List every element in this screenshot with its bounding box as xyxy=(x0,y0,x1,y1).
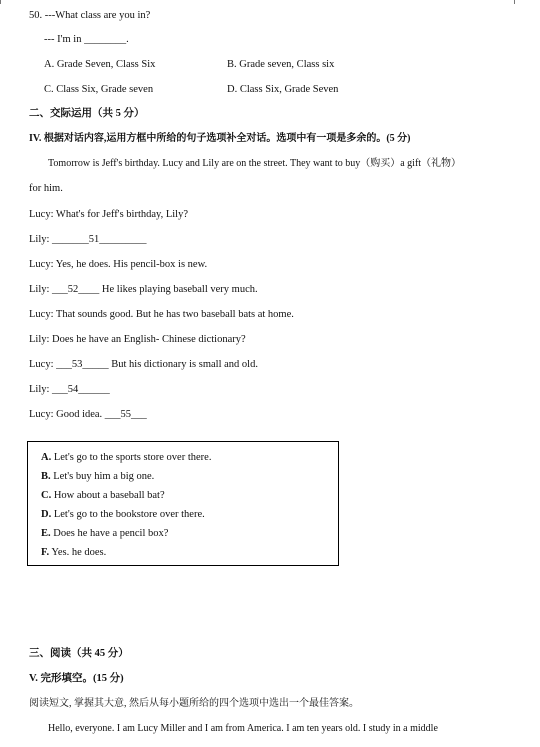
dialogue-intro-line-2: for him. xyxy=(29,183,63,194)
option-letter: A. xyxy=(41,452,52,463)
option-f xyxy=(41,546,106,560)
section-three-heading: 三、阅读（共 45 分） xyxy=(29,648,129,659)
option-text: Let's go to the sports store over there. xyxy=(51,452,212,463)
option-letter: D. xyxy=(41,509,52,520)
dialogue-line: Lucy: Good idea. ___55___ xyxy=(29,409,147,420)
option-letter: E. xyxy=(41,528,51,539)
question-50-response: --- I'm in ________. xyxy=(44,34,129,45)
dialogue-line: Lucy: What's for Jeff's birthday, Lily? xyxy=(29,209,189,220)
page-corner-mark-right xyxy=(514,0,515,4)
option-text: Let's go to the bookstore over there. xyxy=(51,509,205,520)
dialogue-line: Lucy: ___53_____ But his dictionary is small and old. xyxy=(29,359,258,370)
dialogue-line: Lucy: Yes, he does. His pencil-box is new. xyxy=(29,259,208,270)
option-text: Let's buy him a big one. xyxy=(50,471,155,482)
options-box xyxy=(27,441,339,566)
choice-a: A. Grade Seven, Class Six xyxy=(44,59,156,70)
section-two-heading: 二、交际运用（共 5 分） xyxy=(29,108,145,119)
dialogue-line: Lucy: That sounds good. But he has two baseball bats at home. xyxy=(29,309,294,320)
part-four-heading: IV. 根据对话内容,运用方框中所给的句子选项补全对话。选项中有一项是多余的。(5 分) xyxy=(29,133,411,144)
dialogue-line: Lily: Does he have an English- Chinese dictionary? xyxy=(29,334,246,345)
reading-instruction: 阅读短文, 掌握其大意, 然后从每小题所给的四个选项中选出一个最佳答案。 xyxy=(29,698,359,709)
passage-first-line: Hello, everyone. I am Lucy Miller and I am from America. I am ten years old. I study in a middle xyxy=(48,723,438,734)
option-c xyxy=(41,489,165,503)
option-letter: F. xyxy=(41,547,50,558)
choice-c: C. Class Six, Grade seven xyxy=(44,84,154,95)
dialogue-line: Lily: ___54______ xyxy=(29,384,110,395)
choice-d: D. Class Six, Grade Seven xyxy=(227,84,339,95)
part-five-heading: V. 完形填空。(15 分) xyxy=(29,673,124,684)
option-text: Does he have a pencil box? xyxy=(50,528,169,539)
option-b xyxy=(41,470,154,484)
choice-b: B. Grade seven, Class six xyxy=(227,59,335,70)
question-50-prompt: 50. ---What class are you in? xyxy=(29,10,151,21)
dialogue-line: Lily: ___52____ He likes playing baseball very much. xyxy=(29,284,258,295)
option-a xyxy=(41,451,211,465)
option-text: Yes. he does. xyxy=(49,547,107,558)
option-letter: C. xyxy=(41,490,52,501)
option-text: How about a baseball bat? xyxy=(51,490,165,501)
option-e xyxy=(41,527,168,541)
page-corner-mark-left xyxy=(0,0,1,4)
dialogue-intro-line-1: Tomorrow is Jeff's birthday. Lucy and Lily are on the street. They want to buy（购买）a gift（礼物） xyxy=(48,158,462,169)
dialogue-line: Lily: _______51_________ xyxy=(29,234,147,245)
option-d xyxy=(41,508,205,522)
option-letter: B. xyxy=(41,471,51,482)
